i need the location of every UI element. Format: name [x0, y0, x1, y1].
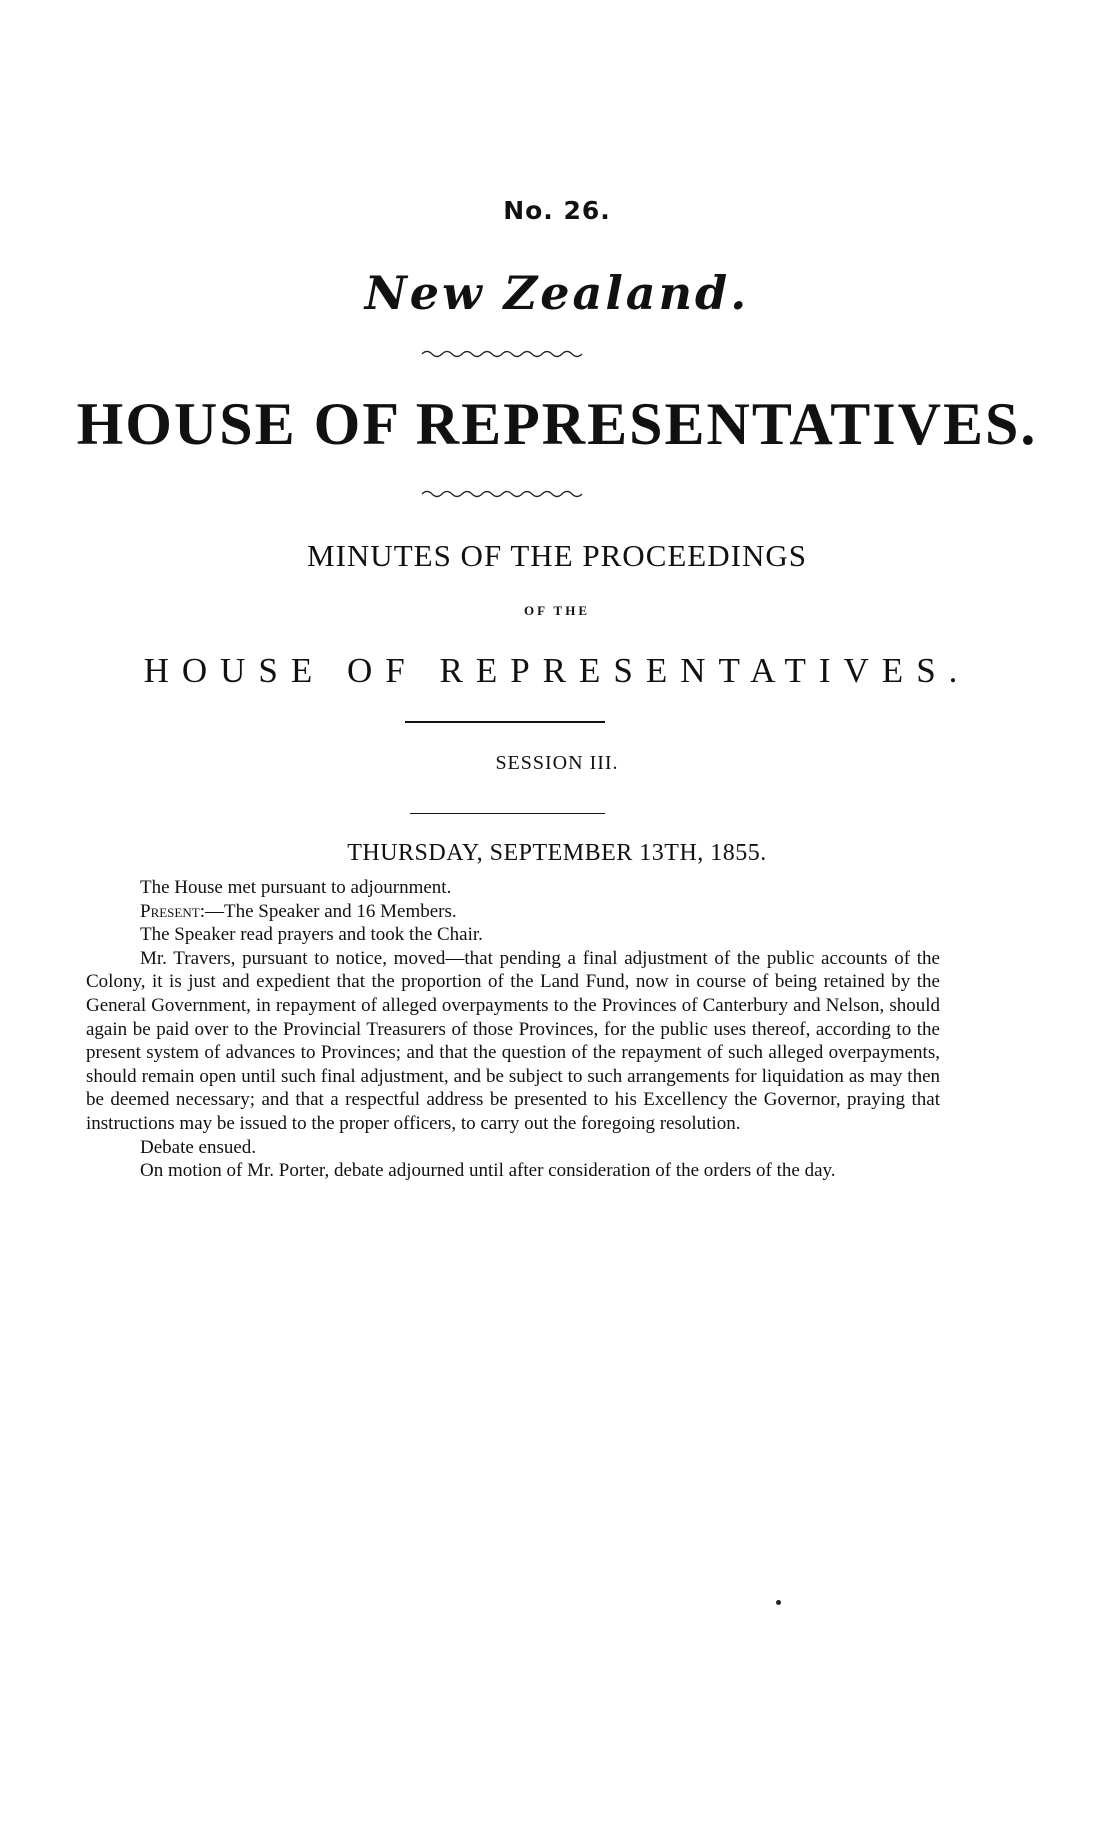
session-label: SESSION III.	[495, 752, 619, 774]
present-text: :—The Speaker and 16 Members.	[199, 900, 457, 922]
present-label: Present	[140, 900, 200, 922]
of-the-label: OF THE	[523, 603, 591, 618]
minutes-body	[86, 876, 940, 1183]
house-title: HOUSE OF REPRESENTATIVES.	[76, 391, 1038, 457]
ornament-squiggle	[420, 348, 590, 360]
document-number: No. 26.	[503, 196, 611, 225]
colony-title: New Zealand.	[364, 266, 750, 320]
house-title-spaced: HOUSE OF REPRESENTATIVES.	[143, 651, 971, 690]
print-speck	[776, 1600, 781, 1605]
minutes-paragraph: The House met pursuant to adjournment.	[140, 877, 452, 898]
motion-paragraph: Mr. Travers, pursuant to notice, moved—that pending a final adjustment of the public accounts of the Colony, it is just and expedient that the proportion of the Land Fund, now in course of being retained by the General Government, in repayment of alleged overpayments to the Provinces of Canterbury and Nelson, should again be paid over to the Provincial Treasurers of those Provinces, for the public uses thereof, according to the present system of advances to Provinces; and that the question of the repayment of such alleged overpayments, should remain open until such final adjustment, and be subject to such arrangements for liquidation as may then be deemed necessary; and that a respectful address be presented to his Excellency the Governor, praying that instructions may be issued to the proper officers, to carry out the foregoing resolution.	[86, 947, 940, 1134]
ornament-squiggle	[420, 488, 590, 500]
divider-rule	[410, 813, 605, 814]
divider-rule	[405, 721, 605, 723]
minutes-paragraph: Debate ensued.	[140, 1136, 257, 1158]
minutes-paragraph	[86, 900, 940, 924]
sitting-date: THURSDAY, SEPTEMBER 13TH, 1855.	[347, 840, 767, 866]
minutes-paragraph: On motion of Mr. Porter, debate adjourned until after consideration of the orders of the day.	[140, 1160, 836, 1182]
minutes-paragraph: The Speaker read prayers and took the Chair.	[140, 924, 483, 946]
minutes-title: MINUTES OF THE PROCEEDINGS	[307, 538, 807, 573]
